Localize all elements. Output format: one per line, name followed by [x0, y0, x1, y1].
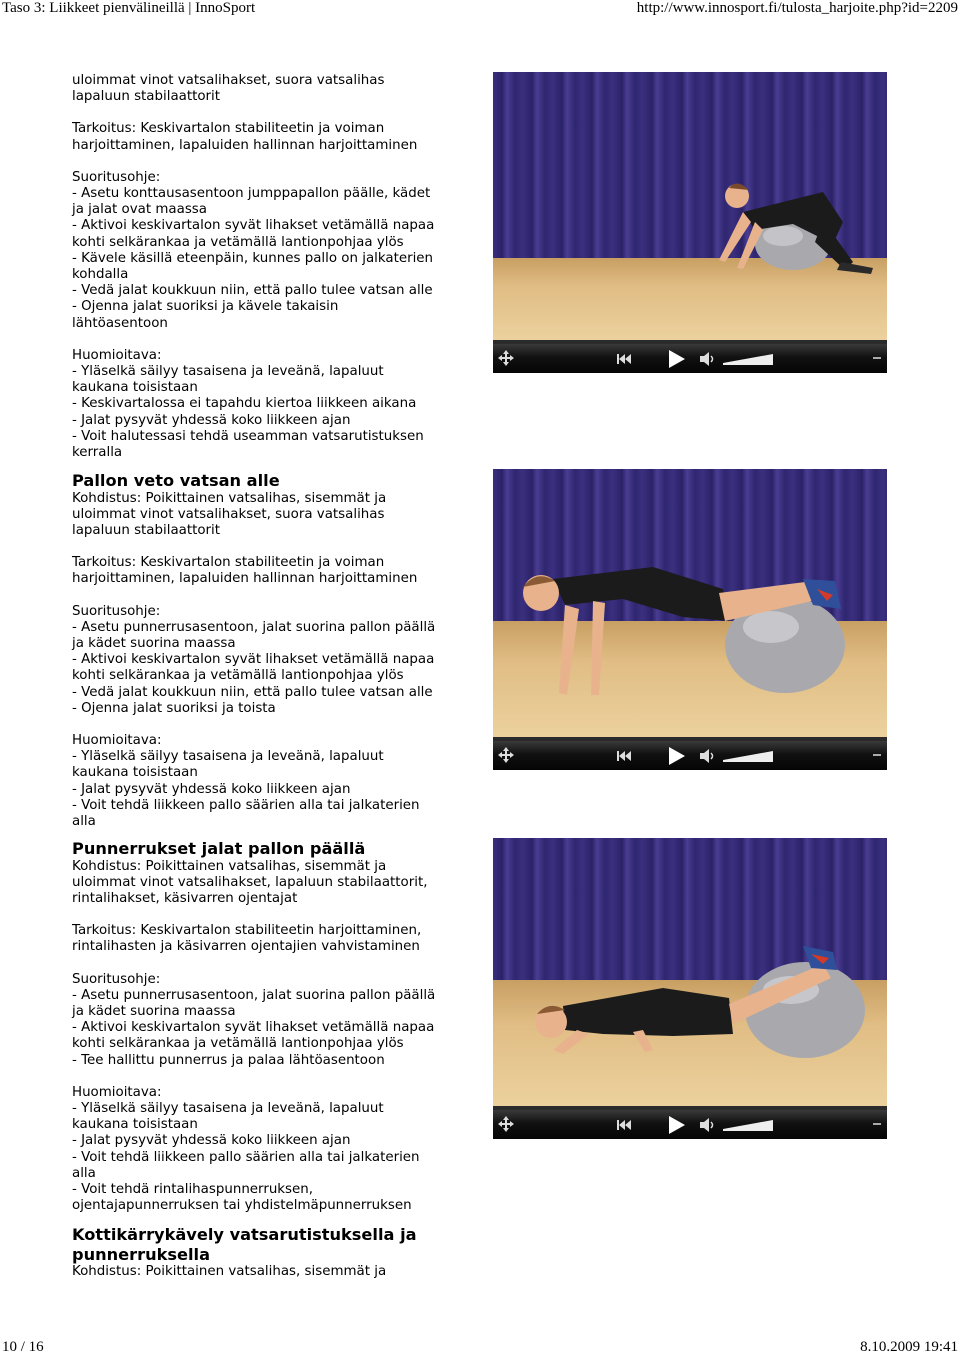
- play-icon[interactable]: [669, 1116, 685, 1134]
- text-line: - Aktivoi keskivartalon syvät lihakset vetämällä napaa: [72, 1020, 435, 1036]
- text-line: kohti selkärankaa ja vetämällä lantionpohjaa ylös: [72, 668, 404, 684]
- video-player[interactable]: [493, 72, 887, 373]
- page-url[interactable]: http://www.innosport.fi/tulosta_harjoite.php?id=2209: [636, 0, 958, 16]
- paragraph-gap: [72, 1069, 467, 1085]
- exercise-section-pallon-veto: [72, 471, 467, 830]
- play-icon[interactable]: [669, 747, 685, 765]
- volume-icon[interactable]: [700, 1118, 716, 1132]
- text-line: - Asetu konttausasentoon jumppapallon päälle, kädet: [72, 186, 431, 202]
- text-line: Tarkoitus: Keskivartalon stabiliteetin ja voiman: [72, 121, 385, 137]
- move-icon[interactable]: [497, 1115, 515, 1133]
- page-number: 10 / 16: [2, 1339, 44, 1355]
- text-line: kohdalla: [72, 267, 129, 283]
- exercise-title: Pallon veto vatsan alle: [72, 471, 280, 490]
- exercise-section-continued: [72, 73, 467, 461]
- video-player[interactable]: [493, 469, 887, 770]
- text-line: lapaluun stabilaattorit: [72, 89, 221, 105]
- volume-slider[interactable]: [723, 1118, 775, 1132]
- print-datetime: 8.10.2009 19:41: [860, 1339, 958, 1355]
- text-line: harjoittaminen, lapaluiden hallinnan harjoittaminen: [72, 137, 418, 153]
- video-control-bar: [493, 344, 887, 373]
- text-line: alla: [72, 1165, 96, 1181]
- text-line: Kohdistus: Poikittainen vatsalihas, sisemmät ja: [72, 858, 387, 874]
- menu-icon[interactable]: [873, 357, 881, 361]
- text-line: - Aktivoi keskivartalon syvät lihakset vetämällä napaa: [72, 652, 435, 668]
- text-line: kerralla: [72, 445, 123, 461]
- text-line: - Tee hallittu punnerrus ja palaa lähtöasentoon: [72, 1052, 385, 1068]
- exercise-section-punnerrukset: [72, 839, 467, 1214]
- exercise-title: Punnerrukset jalat pallon päällä: [72, 839, 366, 858]
- text-line: kaukana toisistaan: [72, 380, 198, 396]
- text-line: - Vedä jalat koukkuun niin, että pallo tulee vatsan alle: [72, 283, 433, 299]
- volume-icon[interactable]: [700, 749, 716, 763]
- move-icon[interactable]: [497, 349, 515, 367]
- text-line: - Keskivartalossa ei tapahdu kiertoa liikkeen aikana: [72, 396, 417, 412]
- paragraph-gap: [72, 105, 467, 121]
- text-line: - Voit tehdä liikkeen pallo säärien alla tai jalkaterien: [72, 1149, 420, 1165]
- text-line: - Yläselkä säilyy tasaisena ja leveänä, lapaluut: [72, 364, 384, 380]
- text-line: ja jalat ovat maassa: [72, 202, 207, 218]
- text-line: - Yläselkä säilyy tasaisena ja leveänä, lapaluut: [72, 749, 384, 765]
- text-line: Suoritusohje:: [72, 971, 161, 987]
- exercise-title: Kottikärrykävely vatsarutistuksella ja punnerruksella: [72, 1225, 417, 1264]
- move-icon[interactable]: [497, 746, 515, 764]
- text-line: Tarkoitus: Keskivartalon stabiliteetin ja voiman: [72, 555, 385, 571]
- text-line: - Ojenna jalat suoriksi ja kävele takaisin: [72, 299, 339, 315]
- paragraph-gap: [72, 588, 467, 604]
- video-player[interactable]: [493, 838, 887, 1139]
- text-line: - Ojenna jalat suoriksi ja toista: [72, 700, 276, 716]
- text-line: harjoittaminen, lapaluiden hallinnan harjoittaminen: [72, 571, 418, 587]
- text-line: kohti selkärankaa ja vetämällä lantionpohjaa ylös: [72, 1036, 404, 1052]
- text-line: - Yläselkä säilyy tasaisena ja leveänä, lapaluut: [72, 1101, 384, 1117]
- video-frame-pushup-feet-on-ball: [493, 838, 887, 1106]
- text-line: alla: [72, 814, 96, 830]
- previous-icon[interactable]: [617, 1119, 631, 1131]
- text-line: lähtöasentoon: [72, 315, 168, 331]
- text-line: rintalihasten ja käsivarren ojentajien vahvistaminen: [72, 939, 420, 955]
- text-line: - Jalat pysyvät yhdessä koko liikkeen ajan: [72, 1133, 351, 1149]
- paragraph-gap: [72, 907, 467, 923]
- exercise-section-kottikarry: [72, 1225, 467, 1280]
- text-line: lapaluun stabilaattorit: [72, 523, 221, 538]
- video-frame-pushup-pull: [493, 469, 887, 737]
- video-control-bar: [493, 741, 887, 770]
- previous-icon[interactable]: [617, 353, 631, 365]
- text-line: - Asetu punnerrusasentoon, jalat suorina pallon päällä: [72, 619, 436, 635]
- text-line: ja kädet suorina maassa: [72, 1004, 236, 1020]
- text-line: Tarkoitus: Keskivartalon stabiliteetin harjoittaminen,: [72, 923, 422, 939]
- volume-slider[interactable]: [723, 352, 775, 366]
- paragraph-gap: [72, 717, 467, 733]
- text-line: - Voit halutessasi tehdä useamman vatsarutistuksen: [72, 428, 424, 444]
- text-line: Huomioitava:: [72, 347, 162, 363]
- text-line: kohti selkärankaa ja vetämällä lantionpohjaa ylös: [72, 234, 404, 250]
- text-line: - Voit tehdä rintalihaspunnerruksen,: [72, 1182, 314, 1198]
- print-header: [0, 0, 960, 22]
- text-line: ja kädet suorina maassa: [72, 636, 236, 652]
- text-line: ojentajapunnerruksen tai yhdistelmäpunnerruksen: [72, 1198, 412, 1214]
- text-line: - Asetu punnerrusasentoon, jalat suorina pallon päällä: [72, 987, 436, 1003]
- text-line: - Jalat pysyvät yhdessä koko liikkeen ajan: [72, 412, 351, 428]
- video-control-bar: [493, 1110, 887, 1139]
- text-line: - Vedä jalat koukkuun niin, että pallo tulee vatsan alle: [72, 684, 433, 700]
- text-line: - Jalat pysyvät yhdessä koko liikkeen ajan: [72, 781, 351, 797]
- paragraph-gap: [72, 539, 467, 555]
- text-line: - Voit tehdä liikkeen pallo säärien alla tai jalkaterien: [72, 797, 420, 813]
- previous-icon[interactable]: [617, 750, 631, 762]
- paragraph-gap: [72, 154, 467, 170]
- page-title: Taso 3: Liikkeet pienvälineillä | InnoSport: [2, 0, 256, 16]
- text-line: uloimmat vinot vatsalihakset, suora vatsalihas: [72, 506, 385, 522]
- text-line: uloimmat vinot vatsalihakset, suora vatsalihas: [72, 73, 385, 88]
- paragraph-gap: [72, 332, 467, 348]
- text-line: Kohdistus: Poikittainen vatsalihas, sisemmät ja: [72, 1264, 387, 1280]
- play-icon[interactable]: [669, 350, 685, 368]
- text-line: Suoritusohje:: [72, 169, 161, 185]
- volume-icon[interactable]: [700, 352, 716, 366]
- text-line: kaukana toisistaan: [72, 765, 198, 781]
- text-line: Kohdistus: Poikittainen vatsalihas, sisemmät ja: [72, 490, 387, 506]
- volume-slider[interactable]: [723, 749, 775, 763]
- print-footer: [0, 1339, 960, 1357]
- text-line: rintalihakset, käsivarren ojentajat: [72, 891, 298, 906]
- text-line: Suoritusohje:: [72, 603, 161, 619]
- paragraph-gap: [72, 956, 467, 972]
- text-line: - Aktivoi keskivartalon syvät lihakset vetämällä napaa: [72, 218, 435, 234]
- text-line: Huomioitava:: [72, 733, 162, 749]
- menu-icon[interactable]: [873, 1123, 881, 1127]
- text-line: - Kävele käsillä eteenpäin, kunnes pallo on jalkaterien: [72, 250, 434, 266]
- text-line: uloimmat vinot vatsalihakset, lapaluun stabilaattorit,: [72, 874, 428, 890]
- text-line: kaukana toisistaan: [72, 1117, 198, 1133]
- menu-icon[interactable]: [873, 754, 881, 758]
- text-line: Huomioitava:: [72, 1084, 162, 1100]
- video-frame-person-on-ball: [493, 72, 887, 340]
